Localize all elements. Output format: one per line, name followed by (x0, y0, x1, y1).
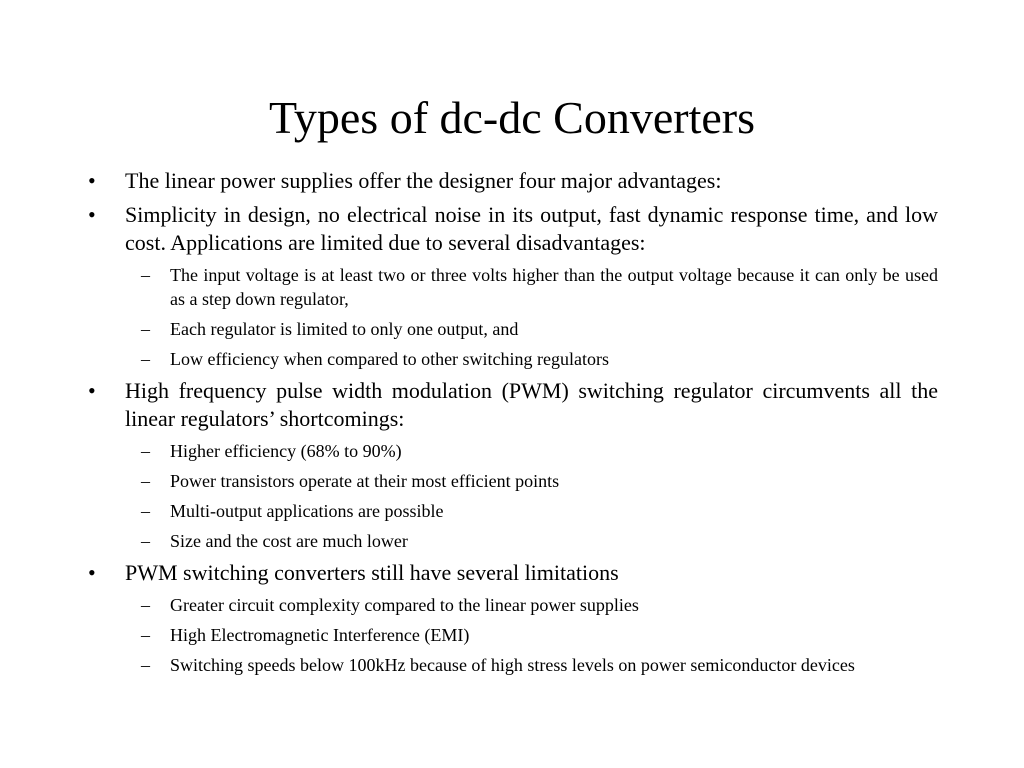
sub-bullet-list (125, 593, 938, 677)
sub-bullet-text: Low efficiency when compared to other switching regulators (170, 349, 610, 369)
sub-bullet-marker: – (141, 625, 150, 645)
bullet-list (88, 167, 938, 677)
bullet-text: PWM switching converters still have several limitations (125, 560, 619, 585)
bullet-marker: • (88, 378, 96, 403)
bullet-item (88, 377, 938, 553)
sub-bullet-item (125, 263, 938, 311)
sub-bullet-text: Greater circuit complexity compared to the linear power supplies (170, 595, 639, 615)
sub-bullet-marker: – (141, 349, 150, 369)
sub-bullet-marker: – (141, 319, 150, 339)
bullet-text: The linear power supplies offer the designer four major advantages: (125, 168, 722, 193)
sub-bullet-text: Size and the cost are much lower (170, 531, 408, 551)
slide-title: Types of dc-dc Converters (268, 92, 755, 143)
sub-bullet-text: High Electromagnetic Interference (EMI) (170, 625, 470, 645)
bullet-text: Simplicity in design, no electrical noise in its output, fast dynamic response time, and low cost. Applications are limited due to several disadvantages: (125, 202, 938, 255)
sub-bullet-item (125, 529, 938, 553)
sub-bullet-list (125, 263, 938, 371)
sub-bullet-text: Each regulator is limited to only one output, and (170, 319, 519, 339)
sub-bullet-marker: – (141, 471, 150, 491)
sub-bullet-text: Switching speeds below 100kHz because of high stress levels on power semiconductor devices (170, 655, 855, 675)
bullet-marker: • (88, 560, 96, 585)
sub-bullet-item (125, 653, 938, 677)
sub-bullet-item (125, 439, 938, 463)
sub-bullet-text: Power transistors operate at their most efficient points (170, 471, 560, 491)
bullet-marker: • (88, 168, 96, 193)
sub-bullet-marker: – (141, 595, 150, 615)
sub-bullet-marker: – (141, 441, 150, 461)
sub-bullet-text: Higher efficiency (68% to 90%) (170, 441, 402, 461)
sub-bullet-marker: – (141, 531, 150, 551)
sub-bullet-item (125, 593, 938, 617)
sub-bullet-marker: – (141, 655, 150, 675)
sub-bullet-marker: – (141, 501, 150, 521)
sub-bullet-item (125, 317, 938, 341)
sub-bullet-marker: – (141, 265, 150, 285)
sub-bullet-item (125, 623, 938, 647)
sub-bullet-item (125, 499, 938, 523)
bullet-item (88, 201, 938, 371)
sub-bullet-item (125, 347, 938, 371)
sub-bullet-list (125, 439, 938, 553)
bullet-marker: • (88, 202, 96, 227)
sub-bullet-text: Multi-output applications are possible (170, 501, 444, 521)
bullet-item (88, 167, 938, 195)
slide-content (88, 167, 938, 683)
sub-bullet-text: The input voltage is at least two or three volts higher than the output voltage because it can only be used as a step down regulator, (170, 265, 938, 309)
bullet-text: High frequency pulse width modulation (PWM) switching regulator circumvents all the linear regulators’ shortcomings: (125, 378, 938, 431)
sub-bullet-item (125, 469, 938, 493)
bullet-item (88, 559, 938, 677)
